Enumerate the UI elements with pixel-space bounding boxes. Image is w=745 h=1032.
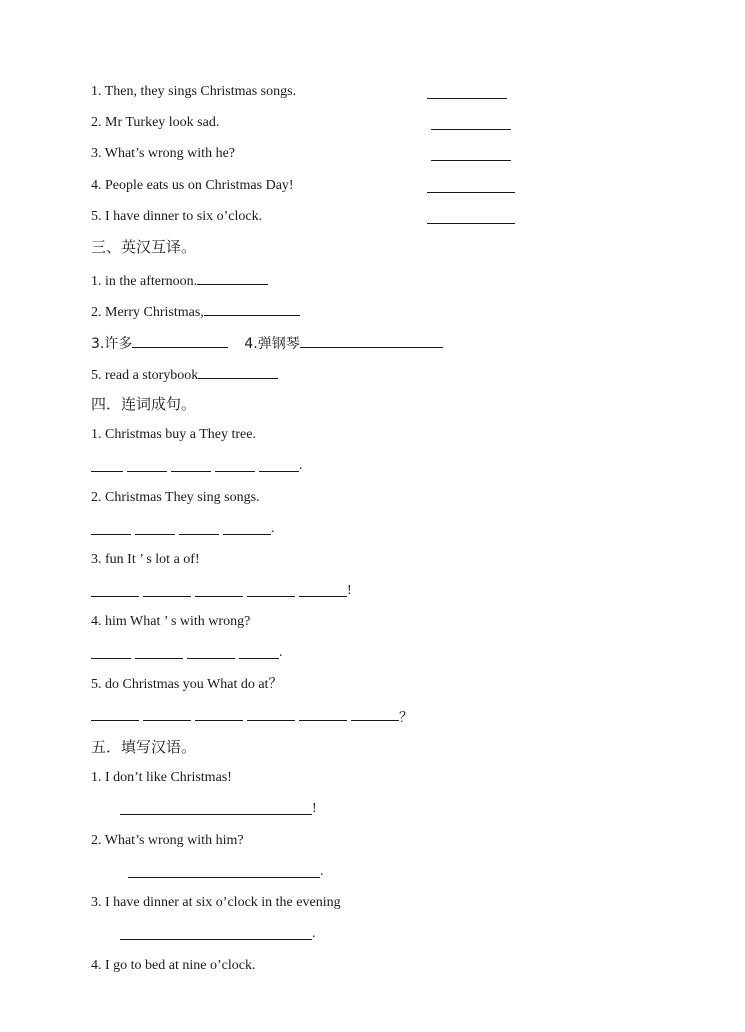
reorder-answer-row-2[interactable]: [91, 521, 291, 539]
reorder-item-5: 5. do Christmas you What do at？: [91, 677, 283, 692]
answer-blank-1[interactable]: [427, 98, 507, 99]
answer-blank-5[interactable]: [427, 223, 515, 224]
reorder-end-1: .: [299, 458, 303, 473]
answer-blank-2[interactable]: [431, 129, 511, 130]
chinese-end-3: .: [312, 926, 316, 941]
reorder-end-4: .: [279, 645, 283, 660]
translate-item-2: [91, 301, 300, 322]
correction-item-2: 2. Mr Turkey look sad.: [91, 115, 220, 130]
reorder-answer-row-5[interactable]: [91, 707, 421, 725]
translate-blank-4[interactable]: [300, 333, 443, 348]
translate-item-2-text: 2. Merry Christmas,: [91, 305, 204, 320]
chinese-answer-row-2[interactable]: [128, 864, 338, 882]
reorder-answer-row-1[interactable]: [91, 458, 321, 476]
reorder-item-3: 3. fun It ’ s lot a of!: [91, 552, 200, 567]
translate-item-5: [91, 364, 278, 385]
reorder-end-3: !: [347, 583, 352, 598]
chinese-end-1: !: [312, 801, 317, 816]
chinese-item-3: 3. I have dinner at six o’clock in the evening: [91, 895, 341, 910]
chinese-item-2: 2. What’s wrong with him?: [91, 833, 244, 848]
section-5-heading: 五．填写汉语。: [91, 738, 197, 756]
reorder-answer-row-4[interactable]: [91, 645, 291, 663]
chinese-answer-row-3[interactable]: [120, 926, 330, 944]
translate-blank-1[interactable]: [197, 270, 268, 285]
reorder-answer-row-3[interactable]: [91, 583, 361, 601]
correction-item-4: 4. People eats us on Christmas Day!: [91, 178, 294, 193]
chinese-end-2: .: [320, 864, 324, 879]
chinese-item-1: 1. I don’t like Christmas!: [91, 770, 232, 785]
reorder-end-5: ？: [399, 711, 413, 726]
chinese-item-4: 4. I go to bed at nine o’clock.: [91, 958, 256, 973]
translate-item-1: [91, 270, 268, 291]
translate-item-3-text: 3.许多: [91, 336, 133, 352]
translate-item-4-text: 4.弹钢琴: [244, 336, 300, 352]
correction-item-1: 1. Then, they sings Christmas songs.: [91, 84, 297, 99]
section-3-heading: 三、英汉互译。: [91, 238, 197, 256]
chinese-answer-row-1[interactable]: [120, 801, 330, 819]
translate-item-5-text: 5. read a storybook: [91, 368, 199, 383]
translate-blank-3[interactable]: [132, 333, 228, 348]
translate-item-1-text: 1. in the afternoon.: [91, 274, 198, 289]
reorder-item-1: 1. Christmas buy a They tree.: [91, 427, 256, 442]
reorder-item-2: 2. Christmas They sing songs.: [91, 490, 260, 505]
correction-item-5: 5. I have dinner to six o’clock.: [91, 209, 263, 224]
answer-blank-4[interactable]: [427, 192, 515, 193]
translate-item-3-4: [91, 333, 443, 353]
translate-blank-2[interactable]: [204, 301, 300, 316]
correction-item-3: 3. What’s wrong with he?: [91, 146, 235, 161]
section-4-heading: 四．连词成句。: [91, 395, 197, 413]
translate-blank-5[interactable]: [198, 364, 278, 379]
reorder-item-4: 4. him What ’ s with wrong?: [91, 614, 251, 629]
answer-blank-3[interactable]: [431, 160, 511, 161]
reorder-end-2: .: [271, 521, 275, 536]
